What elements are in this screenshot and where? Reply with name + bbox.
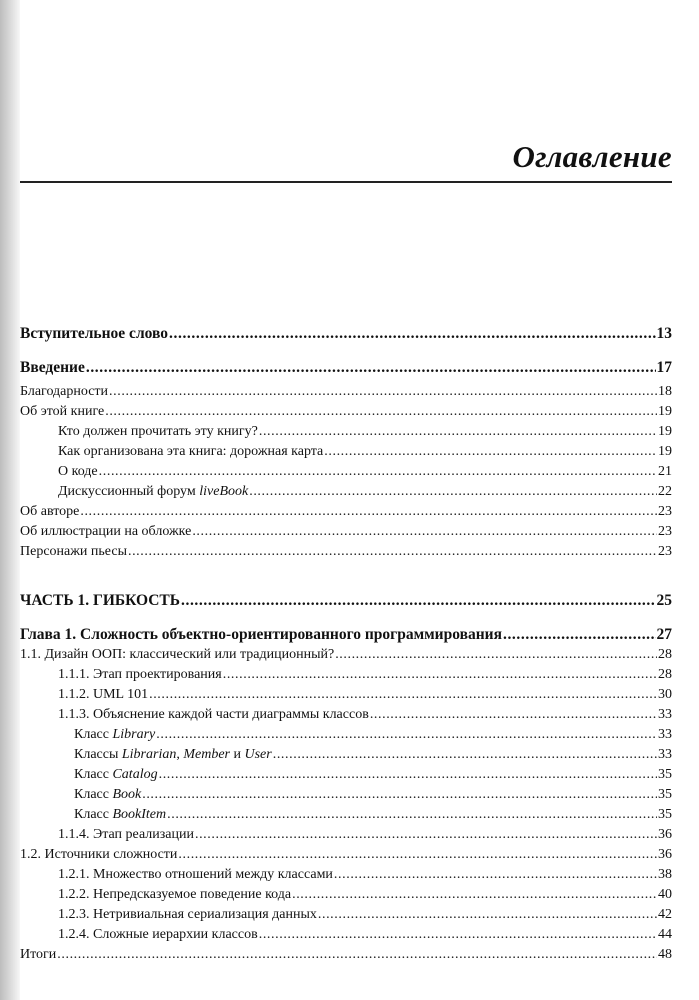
toc-entry[interactable] xyxy=(20,726,672,743)
dot-leader xyxy=(249,483,657,500)
dot-leader xyxy=(370,706,657,723)
dot-leader xyxy=(159,766,657,783)
toc-entry[interactable] xyxy=(20,786,672,803)
toc-entry-title: Персонажи пьесы xyxy=(20,544,127,559)
dot-leader xyxy=(181,592,656,609)
toc-entry-title: О коде xyxy=(58,464,98,479)
toc-entry-page-number: 33 xyxy=(658,747,672,762)
toc-entry[interactable] xyxy=(20,646,672,663)
toc-entry-title: Как организована эта книга: дорожная карта xyxy=(58,444,324,459)
toc-entry[interactable] xyxy=(20,483,672,500)
toc-entry-page-number: 19 xyxy=(658,444,672,459)
dot-leader xyxy=(99,463,657,480)
dot-leader xyxy=(167,806,657,823)
toc-entry-page-number: 35 xyxy=(658,767,672,782)
dot-leader xyxy=(503,626,656,643)
toc-entry-page-number: 36 xyxy=(658,847,672,862)
toc-entry-page-number: 25 xyxy=(656,592,672,609)
toc-entry-title: 1.2.1. Множество отношений между классами xyxy=(58,867,333,882)
toc-entry-page-number: 33 xyxy=(658,727,672,742)
dot-leader xyxy=(223,666,657,683)
dot-leader xyxy=(169,325,655,342)
toc-entry[interactable] xyxy=(20,886,672,903)
dot-leader xyxy=(195,826,657,843)
dot-leader xyxy=(273,746,657,763)
toc-entry[interactable] xyxy=(20,523,672,540)
toc-entry[interactable] xyxy=(20,423,672,440)
page-edge-shadow xyxy=(0,0,20,1000)
toc-entry-title: ЧАСТЬ 1. ГИБКОСТЬ xyxy=(20,592,180,609)
toc-entry[interactable] xyxy=(20,806,672,823)
title-rule xyxy=(20,181,672,183)
toc-entry[interactable] xyxy=(20,443,672,460)
toc-entry-title: Класс Book xyxy=(74,787,142,802)
toc-entry-title: 1.2.4. Сложные иерархии классов xyxy=(58,927,258,942)
toc-entry-title: Итоги xyxy=(20,947,57,962)
toc-entry-page-number: 28 xyxy=(658,667,672,682)
dot-leader xyxy=(259,423,657,440)
toc-entry-page-number: 38 xyxy=(658,867,672,882)
toc-entry-italic: Librarian xyxy=(121,747,177,762)
toc-entry-page-number: 42 xyxy=(658,907,672,922)
toc-entry-page-number: 44 xyxy=(658,927,672,942)
toc-entry-title: 1.1. Дизайн ООП: классический или традиционный? xyxy=(20,647,335,662)
toc-entry-title: 1.1.2. UML 101 xyxy=(58,687,149,702)
toc-entry[interactable] xyxy=(20,706,672,723)
toc-entry-title: 1.2.2. Непредсказуемое поведение кода xyxy=(58,887,292,902)
toc-entry-page-number: 22 xyxy=(658,484,672,499)
dot-leader xyxy=(335,646,657,663)
toc-entry-title: 1.1.4. Этап реализации xyxy=(58,827,194,842)
toc-entry-title: Благодарности xyxy=(20,384,109,399)
toc-entry-title: 1.2. Источники сложности xyxy=(20,847,178,862)
toc-entry-title: Введение xyxy=(20,359,85,376)
toc-entry[interactable] xyxy=(20,463,672,480)
dot-leader xyxy=(292,886,657,903)
toc-entry-title: Класс Catalog xyxy=(74,767,158,782)
dot-leader xyxy=(178,846,657,863)
toc-entry[interactable] xyxy=(20,503,672,520)
toc-entry[interactable] xyxy=(20,359,672,376)
toc-entry-italic: User xyxy=(244,747,272,762)
toc-entry[interactable] xyxy=(20,403,672,420)
toc-entry[interactable] xyxy=(20,766,672,783)
toc-entry-title: Глава 1. Сложность объектно-ориентированного программирования xyxy=(20,626,502,643)
toc-entry[interactable] xyxy=(20,686,672,703)
dot-leader xyxy=(149,686,657,703)
toc-entry[interactable] xyxy=(20,866,672,883)
toc-entry-page-number: 19 xyxy=(658,404,672,419)
toc-entry[interactable] xyxy=(20,543,672,560)
dot-leader xyxy=(192,523,657,540)
dot-leader xyxy=(128,543,657,560)
dot-leader xyxy=(142,786,657,803)
toc-entry-page-number: 35 xyxy=(658,787,672,802)
dot-leader xyxy=(80,503,657,520)
toc-entry-italic: Catalog xyxy=(112,767,158,782)
toc-entry-page-number: 48 xyxy=(658,947,672,962)
toc-entry[interactable] xyxy=(20,906,672,923)
toc-entry-title: Об этой книге xyxy=(20,404,105,419)
dot-leader xyxy=(259,926,657,943)
toc-entry-page-number: 13 xyxy=(656,325,672,342)
toc-entry-title: Об авторе xyxy=(20,504,80,519)
toc-entry-italic: liveBook xyxy=(199,484,249,499)
toc-entry-page-number: 36 xyxy=(658,827,672,842)
toc-entry-italic: Book xyxy=(112,787,142,802)
toc-page xyxy=(20,0,699,1000)
toc-entry[interactable] xyxy=(20,926,672,943)
toc-entry-title: 1.1.3. Объяснение каждой части диаграммы классов xyxy=(58,707,369,722)
toc-entry-italic: BookItem xyxy=(112,807,167,822)
toc-entry-page-number: 23 xyxy=(658,544,672,559)
toc-entry-title: Вступительное слово xyxy=(20,325,169,342)
dot-leader xyxy=(324,443,657,460)
toc-entry-page-number: 18 xyxy=(658,384,672,399)
toc-entry-title: 1.2.3. Нетривиальная сериализация данных xyxy=(58,907,317,922)
toc-entry[interactable] xyxy=(20,383,672,400)
toc-entry-page-number: 27 xyxy=(656,626,672,643)
toc-entry-title: Классы Librarian, Member и User xyxy=(74,747,272,762)
toc-entry-title: Кто должен прочитать эту книгу? xyxy=(58,424,258,439)
dot-leader xyxy=(334,866,657,883)
toc-entry[interactable] xyxy=(20,626,672,643)
toc-entry-page-number: 23 xyxy=(658,524,672,539)
toc-entry[interactable] xyxy=(20,746,672,763)
toc-entry-page-number: 23 xyxy=(658,504,672,519)
toc-entry-title: Дискуссионный форум liveBook xyxy=(58,484,249,499)
dot-leader xyxy=(57,946,657,963)
toc-entry-page-number: 28 xyxy=(658,647,672,662)
toc-entry-title: Об иллюстрации на обложке xyxy=(20,524,192,539)
toc-entry[interactable] xyxy=(20,826,672,843)
toc-entry-title: Класс BookItem xyxy=(74,807,167,822)
toc-entry-italic: Library xyxy=(112,727,156,742)
dot-leader xyxy=(318,906,657,923)
toc-entry-title: 1.1.1. Этап проектирования xyxy=(58,667,222,682)
toc-entry-page-number: 35 xyxy=(658,807,672,822)
page-title: Оглавление xyxy=(512,139,672,174)
toc-entry-page-number: 19 xyxy=(658,424,672,439)
toc-entry[interactable] xyxy=(20,846,672,863)
toc-entry[interactable] xyxy=(20,325,672,342)
toc-entry-page-number: 33 xyxy=(658,707,672,722)
dot-leader xyxy=(109,383,657,400)
toc-entry-page-number: 17 xyxy=(656,359,672,376)
dot-leader xyxy=(86,359,656,376)
toc-entry-page-number: 30 xyxy=(658,687,672,702)
toc-entry-title: Класс Library xyxy=(74,727,156,742)
toc-entry-page-number: 40 xyxy=(658,887,672,902)
dot-leader xyxy=(156,726,657,743)
toc-entry[interactable] xyxy=(20,666,672,683)
toc-entry-italic: Member xyxy=(183,747,230,762)
dot-leader xyxy=(105,403,657,420)
toc-entry-page-number: 21 xyxy=(658,464,672,479)
toc-entry[interactable] xyxy=(20,946,672,963)
toc-entry[interactable] xyxy=(20,592,672,609)
